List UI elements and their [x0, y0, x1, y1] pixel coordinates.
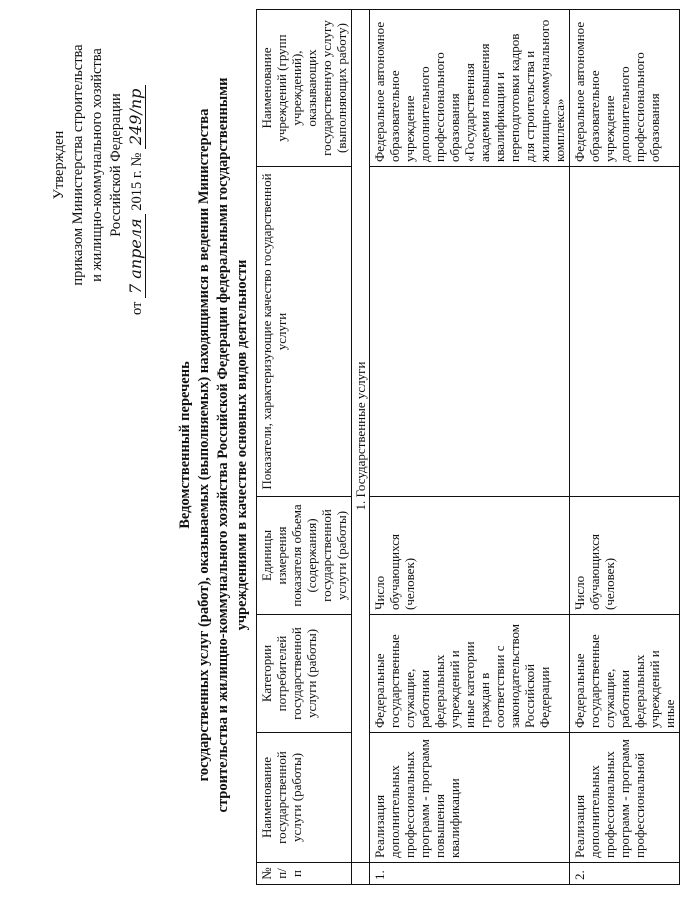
header-units: Единицы измерения показателя объема (содержания) государственной услуги (работы) [257, 497, 352, 615]
section-title: 1. Государственные услуги [352, 10, 370, 863]
document-title [176, 25, 252, 865]
cell-number: 2. [570, 863, 680, 885]
title-line: учреждениями в качестве основных видов деятельности [234, 259, 250, 631]
cell-consumers: Федеральные государственные служащие, работники федеральных учреждений и иные [570, 615, 680, 733]
approval-line: приказом Министерства строительства [70, 44, 86, 286]
title-line: государственных услуг (работ), оказываемых (выполняемых) находящимися в ведении Министерства [196, 108, 212, 782]
section-row [352, 10, 370, 885]
cell-institutions: Федеральное автономное образовательное учреждение дополнительного профессионального образования [570, 10, 680, 167]
header-consumers: Категории потребителей государственной услуги (работы) [257, 615, 352, 733]
table-row [570, 10, 680, 885]
title-line: строительства и жилищно-коммунального хозяйства Российской Федерации федеральными государственными [215, 77, 231, 813]
header-number: № п/п [257, 863, 352, 885]
header-institutions: Наименование учреждений (групп учреждений), оказывающих государственную услугу (выполняющих работу) [257, 10, 352, 167]
title-line: Ведомственный перечень [177, 361, 193, 529]
cell-number: 1. [370, 863, 570, 885]
handwritten-order-number: 249/пр [126, 85, 146, 149]
cell-consumers: Федеральные государственные служащие, работники федеральных учреждений и иные категории граждан в соответствии с законодательством Российской Федерации [370, 615, 570, 733]
approval-line: и жилищно-коммунального хозяйства [89, 48, 105, 282]
approval-line: Российской Федерации [108, 93, 124, 237]
header-service: Наименование государственной услуги (работы) [257, 733, 352, 863]
header-quality: Показатели, характеризующие качество государственной услуги [257, 167, 352, 497]
cell-quality [570, 167, 680, 497]
order-year: 2015 г. № [129, 152, 145, 211]
approval-line: Утвержден [51, 130, 67, 200]
cell-quality [370, 167, 570, 497]
table-row [370, 10, 570, 885]
order-prefix: от [129, 301, 145, 315]
handwritten-date: 7 апреля [126, 214, 146, 298]
cell-service: Реализация дополнительных профессиональных программ - программ профессиональной [570, 733, 680, 863]
table-header-row [257, 10, 352, 885]
services-table [256, 9, 680, 885]
cell-service: Реализация дополнительных профессиональных программ - программ повышения квалификации [370, 733, 570, 863]
order-reference [126, 15, 147, 315]
cell-units: Число обучающихся (человек) [370, 497, 570, 615]
cell-institutions: Федеральное автономное образовательное учреждение дополнительного профессионального образования «Государственная академия повышения квалификации и переподготовки кадров для строительства и жилищно-коммунального комплекса» [370, 10, 570, 167]
section-spacer [352, 863, 370, 885]
approval-stamp [50, 15, 147, 315]
cell-units: Число обучающихся (человек) [570, 497, 680, 615]
